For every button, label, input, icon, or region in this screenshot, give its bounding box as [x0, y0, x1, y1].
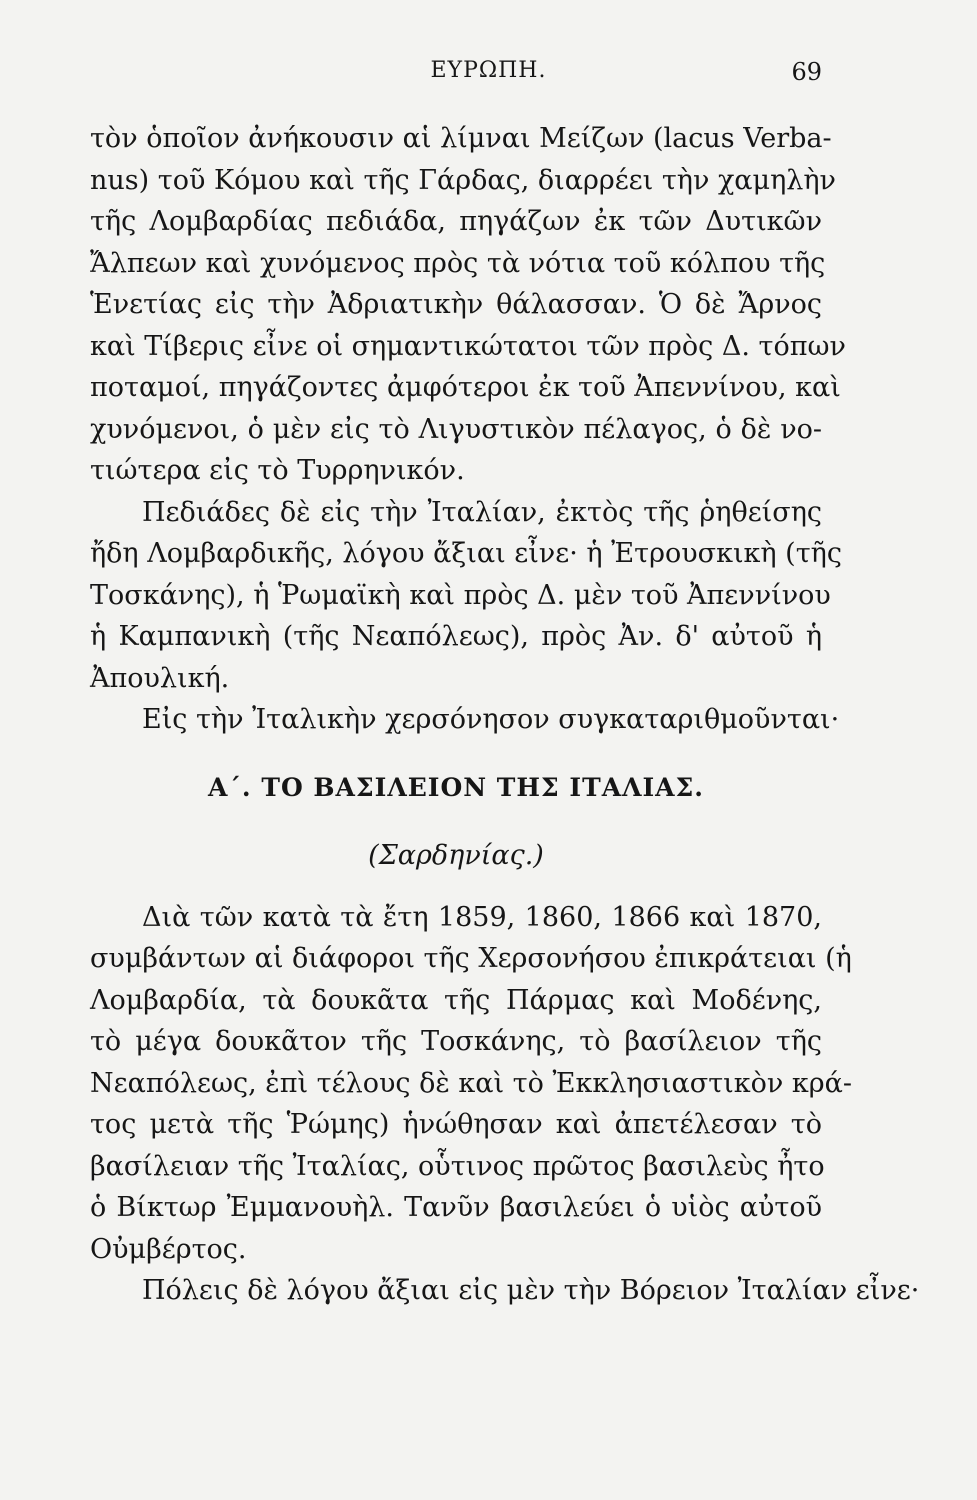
text-line: Ἑνετίας εἰς τὴν Ἀδριατικὴν θάλασσαν. Ὁ δὲ Ἄρνος — [90, 289, 822, 320]
text-line: Οὐμβέρτος. — [90, 1233, 247, 1265]
text-line: συμβάντων αἱ διάφοροι τῆς Χερσονήσου ἐπικράτειαι (ἡ — [90, 943, 852, 974]
text-line: ἤδη Λομβαρδικῆς, λόγου ἄξιαι εἶνε· ἡ Ἐτρουσκικὴ (τῆς — [90, 538, 842, 569]
text-line: τιώτερα εἰς τὸ Τυρρηνικόν. — [90, 455, 465, 486]
text-line: ὁ Βίκτωρ Ἐμμανουὴλ. Τανῦν βασιλεύει ὁ υἱὸς αὐτοῦ — [90, 1192, 822, 1223]
text-line: Ἄλπεων καὶ χυνόμενος πρὸς τὰ νότια τοῦ κόλπου τῆς — [90, 247, 826, 279]
text-line: τῆς Λομβαρδίας πεδιάδα, πηγάζων ἐκ τῶν Δυτικῶν — [90, 206, 822, 237]
text-line: Διὰ τῶν κατὰ τὰ ἔτη 1859, 1860, 1866 καὶ 1870, — [142, 901, 822, 933]
section-title: Α΄. ΤΟ ΒΑΣΙΛΕΙΟΝ ΤΗΣ ΙΤΑΛΙΑΣ. — [208, 772, 704, 802]
running-title: ΕΥΡΩΠΗ. — [430, 58, 547, 83]
text-line: nus) τοῦ Κόμου καὶ τῆς Γάρδας, διαρρέει τὴν χαμηλὴν — [90, 164, 836, 196]
text-line: Νεαπόλεως, ἐπὶ τέλους δὲ καὶ τὸ Ἐκκλησιαστικὸν κρά- — [90, 1067, 852, 1099]
body-text — [90, 118, 920, 1312]
text-line: Πεδιάδες δὲ εἰς τὴν Ἰταλίαν, ἐκτὸς τῆς ῥηθείσης — [142, 496, 822, 528]
text-line: Τοσκάνης), ἡ Ῥωμαϊκὴ καὶ πρὸς Δ. μὲν τοῦ Ἀπεννίνου — [90, 579, 831, 611]
text-line: Εἰς τὴν Ἰταλικὴν χερσόνησον συγκαταριθμοῦνται· — [142, 704, 840, 735]
text-line: τὸ μέγα δουκᾶτον τῆς Τοσκάνης, τὸ βασίλειον τῆς — [90, 1026, 822, 1057]
text-line: Πόλεις δὲ λόγου ἄξιαι εἰς μὲν τὴν Βόρειον Ἰταλίαν εἶνε· — [142, 1275, 920, 1306]
page-header — [0, 58, 977, 98]
text-line: βασίλειαν τῆς Ἰταλίας, οὗτινος πρῶτος βασιλεὺς ἦτο — [90, 1150, 825, 1182]
text-line: τος μετὰ τῆς Ῥώμης) ἡνώθησαν καὶ ἀπετέλεσαν τὸ — [90, 1109, 822, 1140]
text-line: ἡ Καμπανικὴ (τῆς Νεαπόλεως), πρὸς Ἀν. δ' αὐτοῦ ἡ — [90, 621, 822, 652]
text-line: καὶ Τίβερις εἶνε οἱ σημαντικώτατοι τῶν πρὸς Δ. τόπων — [90, 330, 846, 362]
section-subtitle: (Σαρδηνίας.) — [368, 839, 544, 871]
text-line: ποταμοί, πηγάζοντες ἀμφότεροι ἐκ τοῦ Ἀπεννίνου, καὶ — [90, 372, 841, 403]
text-line: τὸν ὁποῖον ἀνήκουσιν αἱ λίμναι Μείζων (lacus Verba- — [90, 123, 832, 154]
page-number: 69 — [791, 58, 822, 86]
text-line: Ἀπουλική. — [90, 662, 230, 694]
text-line: Λομβαρδία, τὰ δουκᾶτα τῆς Πάρμας καὶ Μοδένης, — [90, 984, 822, 1016]
text-line: χυνόμενοι, ὁ μὲν εἰς τὸ Λιγυστικὸν πέλαγος, ὁ δὲ νο- — [90, 413, 822, 445]
